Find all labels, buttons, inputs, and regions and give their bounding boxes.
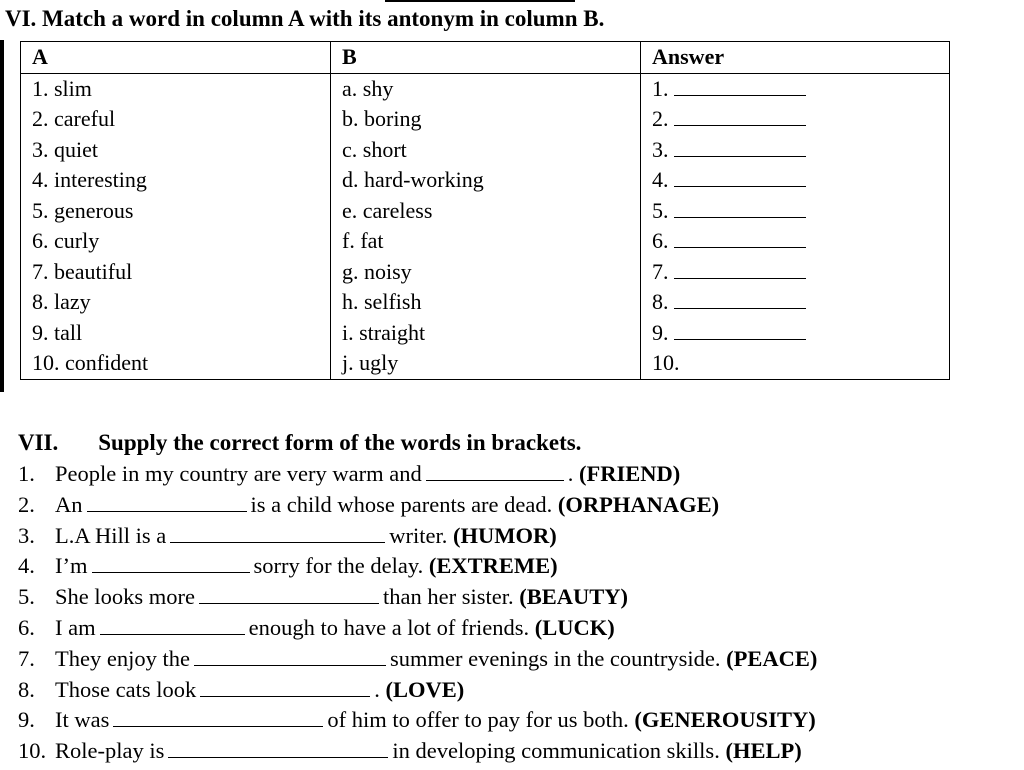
column-a-item: 10. confident: [32, 350, 149, 375]
answer-blank[interactable]: [200, 676, 370, 697]
section-7-heading: Supply the correct form of the words in brackets.: [98, 430, 582, 455]
column-b-item: c. short: [342, 136, 407, 162]
answer-number: 8.: [652, 289, 669, 314]
column-b-item: g. noisy: [342, 258, 412, 284]
answer-line: [652, 74, 949, 105]
item-keyword: (LOVE): [385, 676, 465, 702]
column-a-item: 8. lazy: [32, 289, 91, 314]
column-b-item: e. careless: [342, 197, 433, 223]
column-a-item: 9. tall: [32, 319, 83, 345]
answer-blank[interactable]: [674, 288, 806, 309]
column-b-item: j. ugly: [342, 350, 399, 375]
item-text-before: L.A Hill is a: [55, 522, 167, 548]
answer-blank[interactable]: [168, 737, 388, 758]
section-6-title: VI. Match a word in column A with its antonym in column B.: [5, 6, 605, 31]
item-text-after: enough to have a lot of friends.: [248, 614, 530, 640]
column-b-cell: [331, 73, 641, 379]
item-text-after: sorry for the delay.: [253, 553, 424, 579]
column-a-item: 6. curly: [32, 228, 100, 253]
exercise-item: [18, 613, 1018, 644]
column-b-item: a. shy: [342, 75, 394, 101]
answer-blank[interactable]: [194, 645, 386, 666]
item-text-before: Those cats look: [55, 676, 197, 702]
item-keyword: (ORPHANAGE): [557, 491, 720, 517]
answer-blank[interactable]: [100, 614, 245, 635]
answer-number: 5.: [652, 197, 669, 223]
answer-line: [652, 287, 949, 318]
column-a-item: 3. quiet: [32, 136, 98, 162]
exercise-item: [18, 582, 1018, 613]
column-a-item: 1. slim: [32, 75, 92, 101]
section-7-number: VII.: [18, 430, 59, 455]
item-number: 10.: [18, 738, 47, 764]
item-text-before: An: [55, 491, 83, 517]
table-header-row: [21, 42, 950, 74]
column-b-item: b. boring: [342, 106, 422, 131]
answer-blank[interactable]: [113, 706, 323, 727]
item-text-after: .: [567, 461, 574, 486]
answer-blank[interactable]: [674, 197, 806, 218]
answer-number: 10.: [652, 350, 680, 375]
column-a-cell: [21, 73, 331, 379]
exercise-item: [18, 490, 1018, 521]
item-number: 6.: [18, 614, 35, 640]
item-keyword: (LUCK): [534, 614, 615, 640]
answer-line: [652, 165, 949, 196]
answer-number: 6.: [652, 228, 669, 253]
exercise-item: [18, 675, 1018, 706]
section-7-title: [18, 430, 581, 456]
column-b-item: d. hard-working: [342, 167, 484, 192]
item-text-after: .: [374, 676, 380, 702]
exercise-item: [18, 551, 1018, 582]
item-number: 5.: [18, 584, 35, 610]
item-text-before: It was: [55, 707, 110, 733]
column-a-item: 2. careful: [32, 106, 116, 131]
header-answer: Answer: [641, 42, 950, 74]
answer-blank[interactable]: [674, 75, 806, 96]
answer-line: [652, 135, 949, 166]
answer-blank[interactable]: [674, 136, 806, 157]
answer-line: [652, 226, 949, 257]
item-keyword: (EXTREME): [428, 553, 558, 579]
matching-table: [20, 41, 950, 380]
answer-number: 4.: [652, 167, 669, 192]
answer-line: [652, 318, 949, 349]
exercise-list: [18, 459, 1018, 767]
answer-blank[interactable]: [674, 227, 806, 248]
column-a-item: 7. beautiful: [32, 258, 133, 284]
left-margin-rule: [0, 40, 4, 392]
item-text-after: of him to offer to pay for us both.: [327, 707, 629, 733]
item-keyword: (HUMOR): [452, 522, 557, 548]
item-text-before: Role-play is: [55, 738, 165, 764]
item-number: 7.: [18, 645, 35, 671]
answer-blank[interactable]: [674, 258, 806, 279]
answer-line: [652, 104, 949, 135]
item-text-before: People in my country are very warm and: [55, 461, 422, 486]
item-text-before: I’m: [55, 553, 88, 579]
column-b-item: h. selfish: [342, 289, 422, 314]
answer-number: 1.: [652, 75, 669, 101]
column-b-item: f. fat: [342, 228, 384, 253]
item-number: 1.: [18, 461, 35, 486]
exercise-item: [18, 705, 1018, 736]
answer-line: [652, 348, 949, 379]
table-body-row: [21, 73, 950, 379]
item-number: 3.: [18, 522, 35, 548]
item-keyword: (PEACE): [726, 645, 818, 671]
exercise-item: [18, 521, 1018, 552]
exercise-item: [18, 644, 1018, 675]
answer-line: [652, 196, 949, 227]
answer-line: [652, 257, 949, 288]
item-number: 8.: [18, 676, 35, 702]
header-b: B: [331, 42, 641, 74]
item-keyword: (BEAUTY): [519, 584, 628, 610]
answer-blank[interactable]: [426, 460, 564, 481]
item-keyword: (FRIEND): [579, 461, 681, 486]
column-a-item: 4. interesting: [32, 167, 147, 192]
item-keyword: (GENEROUSITY): [634, 707, 816, 733]
item-number: 2.: [18, 491, 35, 517]
item-text-before: She looks more: [55, 584, 195, 610]
item-number: 4.: [18, 553, 35, 579]
answer-blank[interactable]: [199, 583, 379, 604]
item-text-after: in developing communication skills.: [392, 738, 720, 764]
answer-cell: [641, 73, 950, 379]
column-a-item: 5. generous: [32, 197, 134, 223]
item-text-after: is a child whose parents are dead.: [250, 491, 553, 517]
item-number: 9.: [18, 707, 35, 733]
item-text-before: I am: [55, 614, 96, 640]
item-text-before: They enjoy the: [55, 645, 190, 671]
answer-blank[interactable]: [674, 166, 806, 187]
answer-number: 2.: [652, 106, 669, 131]
exercise-item: [18, 736, 1018, 767]
item-text-after: summer evenings in the countryside.: [389, 645, 721, 671]
item-text-after: writer.: [389, 522, 448, 548]
answer-blank[interactable]: [87, 491, 247, 512]
answer-blank[interactable]: [674, 105, 806, 126]
answer-blank[interactable]: [674, 319, 806, 340]
exercise-item: [18, 459, 1018, 490]
answer-blank[interactable]: [92, 552, 250, 573]
answer-number: 3.: [652, 136, 669, 162]
header-a: A: [21, 42, 331, 74]
answer-blank[interactable]: [170, 522, 385, 543]
answer-number: 7.: [652, 258, 669, 284]
column-b-item: i. straight: [342, 319, 426, 345]
item-text-after: than her sister.: [383, 584, 514, 610]
item-keyword: (HELP): [725, 738, 802, 764]
answer-number: 9.: [652, 319, 669, 345]
